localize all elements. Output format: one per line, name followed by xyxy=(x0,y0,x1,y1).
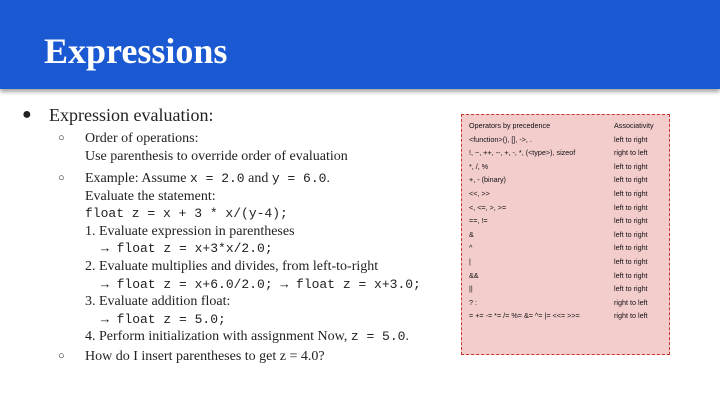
text-line: Order of operations: xyxy=(85,131,199,146)
code-snippet: → float z = x+3*x/2.0; xyxy=(101,241,273,257)
sub-bullet-body xyxy=(85,130,465,165)
text-line xyxy=(85,328,465,346)
text-part: Example: Assume xyxy=(85,171,190,186)
precedence-table xyxy=(461,114,670,355)
bullet-circle: ○ xyxy=(58,350,65,362)
operators-cell: +, - (binary) xyxy=(469,175,506,185)
associativity-cell: left to right xyxy=(614,270,648,280)
operators-cell: <function>(), [], ->, . xyxy=(469,134,532,144)
operators-cell: | xyxy=(469,257,471,266)
operators-cell: *, /, % xyxy=(469,161,489,171)
title-bar xyxy=(0,0,720,89)
associativity-cell: left to right xyxy=(614,161,648,171)
code-snippet: → float z = 5.0; xyxy=(101,311,226,327)
text-line xyxy=(85,276,465,294)
code-snippet: x = 2.0 xyxy=(190,171,245,186)
operators-cell: ^ xyxy=(469,243,473,253)
bullet-circle: ○ xyxy=(58,172,65,184)
operators-cell: ==, != xyxy=(469,216,488,226)
code-snippet: z = 5.0 xyxy=(350,329,406,345)
bullet-circle: ○ xyxy=(58,132,65,144)
code-snippet: y = 6.0 xyxy=(271,171,327,186)
text-line xyxy=(85,311,465,329)
associativity-cell: left to right xyxy=(614,175,648,185)
text-line xyxy=(85,170,465,188)
text-part: . xyxy=(405,329,409,345)
operators-cell: & xyxy=(469,229,474,239)
operators-cell: <<, >> xyxy=(469,189,490,198)
text-line: Evaluate the statement: xyxy=(85,188,216,204)
text-line: How do I insert parentheses to get z = 4.0? xyxy=(85,349,325,364)
associativity-cell: left to right xyxy=(614,257,648,266)
associativity-cell: right to left xyxy=(614,311,648,321)
text-line xyxy=(85,240,465,258)
text-part: and xyxy=(244,171,272,186)
code-snippet: float z = x + 3 * x/(y-4); xyxy=(85,206,288,222)
text-line: 3. Evaluate addition float: xyxy=(85,294,231,310)
operators-cell: !, ~, ++, --, +, -, *, (<type>), sizeof xyxy=(469,148,576,158)
text-line: 1. Evaluate expression in parentheses xyxy=(85,223,295,239)
associativity-cell: left to right xyxy=(614,202,648,212)
associativity-header: Associativity xyxy=(614,121,654,130)
slide-title: Expressions xyxy=(44,31,228,71)
text-part: . xyxy=(326,171,330,186)
operators-header: Operators by precedence xyxy=(469,121,551,130)
main-bullet-text: Expression evaluation: xyxy=(49,105,214,125)
operators-cell: <, <=, >, >= xyxy=(469,202,507,212)
sub-bullet-body xyxy=(85,170,465,346)
sub-bullet-body xyxy=(85,348,465,366)
associativity-cell: left to right xyxy=(614,229,648,239)
associativity-cell: left to right xyxy=(614,216,648,226)
associativity-cell: right to left xyxy=(614,148,648,158)
associativity-cell: right to left xyxy=(614,297,648,307)
associativity-cell: left to right xyxy=(614,189,648,198)
operators-cell: ? : xyxy=(469,297,477,307)
text-line: Use parenthesis to override order of evaluation xyxy=(85,148,348,164)
associativity-cell: left to right xyxy=(614,243,648,253)
text-part: 4. Perform initialization with assignment Now, xyxy=(85,329,351,345)
associativity-cell: left to right xyxy=(614,134,648,144)
operators-cell: = += -= *= /= %= &= ^= |= <<= >>= xyxy=(469,311,580,321)
operators-cell: && xyxy=(469,270,479,280)
text-line xyxy=(85,205,465,223)
bullet-dot: ● xyxy=(22,106,32,123)
associativity-cell: left to right xyxy=(614,284,648,294)
text-line: 2. Evaluate multiplies and divides, from left-to-right xyxy=(85,258,379,274)
operators-cell: || xyxy=(469,284,473,294)
code-snippet: → float z = x+6.0/2.0; → float z = x+3.0; xyxy=(101,276,421,292)
